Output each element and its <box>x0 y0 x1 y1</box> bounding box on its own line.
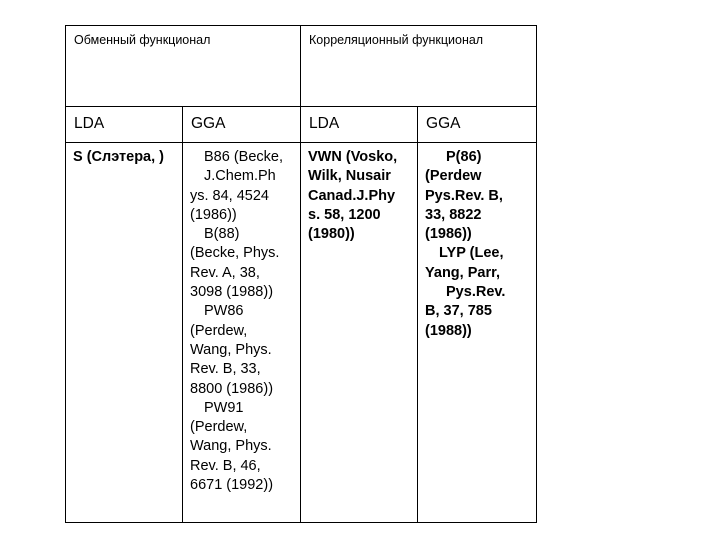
exchange-gga-header: GGA <box>183 107 301 143</box>
cell-line: B86 (Becke, <box>204 149 283 165</box>
correlation-gga-header: GGA <box>418 107 537 143</box>
body-row <box>66 143 537 523</box>
cell-line: Canad.J.Phy <box>308 187 396 204</box>
correlation-lda-header: LDA <box>301 107 418 143</box>
cell-line: Wang, Phys. <box>190 438 272 455</box>
correlation-header: Корреляционный функционал <box>301 26 537 107</box>
header-row <box>66 26 537 107</box>
cell-line: 8800 (1986)) <box>190 380 274 397</box>
cell-line: B(88) <box>204 226 240 243</box>
cell-line: Rev. B, 46, <box>190 457 261 474</box>
cell-line: 33, 8822 <box>425 206 482 223</box>
cell-line: ys. 84, 4524 <box>190 187 269 204</box>
cell-line: (1986)) <box>425 226 472 243</box>
cell-line: PW91 <box>204 399 244 416</box>
cell-line: J.Chem.Ph <box>204 168 276 185</box>
cell-line: Pys.Rev. <box>446 284 506 301</box>
exchange-lda-text: S (Слэтера, ) <box>73 149 165 165</box>
cell-line: 3098 (1988)) <box>190 284 274 301</box>
subheader-row <box>66 107 537 143</box>
cell-line: Rev. A, 38, <box>190 264 260 281</box>
cell-line: Wilk, Nusair <box>308 168 391 185</box>
correlation-lda-cell <box>301 143 418 523</box>
cell-line: P(86) <box>446 149 482 165</box>
cell-line: (Perdew, <box>190 322 248 339</box>
exchange-header: Обменный функционал <box>66 26 301 107</box>
cell-line: (Perdew <box>425 168 482 185</box>
exchange-gga-cell <box>183 143 301 523</box>
exchange-lda-cell <box>66 143 183 523</box>
cell-line: (Becke, Phys. <box>190 245 280 262</box>
cell-line: Yang, Parr, <box>425 264 500 281</box>
cell-line: Pys.Rev. B, <box>425 187 503 204</box>
exchange-lda-header: LDA <box>66 107 183 143</box>
cell-line: Wang, Phys. <box>190 341 272 358</box>
cell-line: (1986)) <box>190 206 237 223</box>
cell-line: VWN (Vosko, <box>308 149 398 165</box>
cell-line: s. 58, 1200 <box>308 206 381 223</box>
cell-line: LYP (Lee, <box>439 245 504 262</box>
cell-line: (1980)) <box>308 226 355 243</box>
functional-table <box>65 25 537 523</box>
cell-line: 6671 (1992)) <box>190 477 274 494</box>
cell-line: B, 37, 785 <box>425 303 492 320</box>
cell-line: (1988)) <box>425 322 472 339</box>
correlation-gga-cell <box>418 143 537 523</box>
cell-line: (Perdew, <box>190 419 248 436</box>
cell-line: PW86 <box>204 303 244 320</box>
cell-line: Rev. B, 33, <box>190 361 261 378</box>
